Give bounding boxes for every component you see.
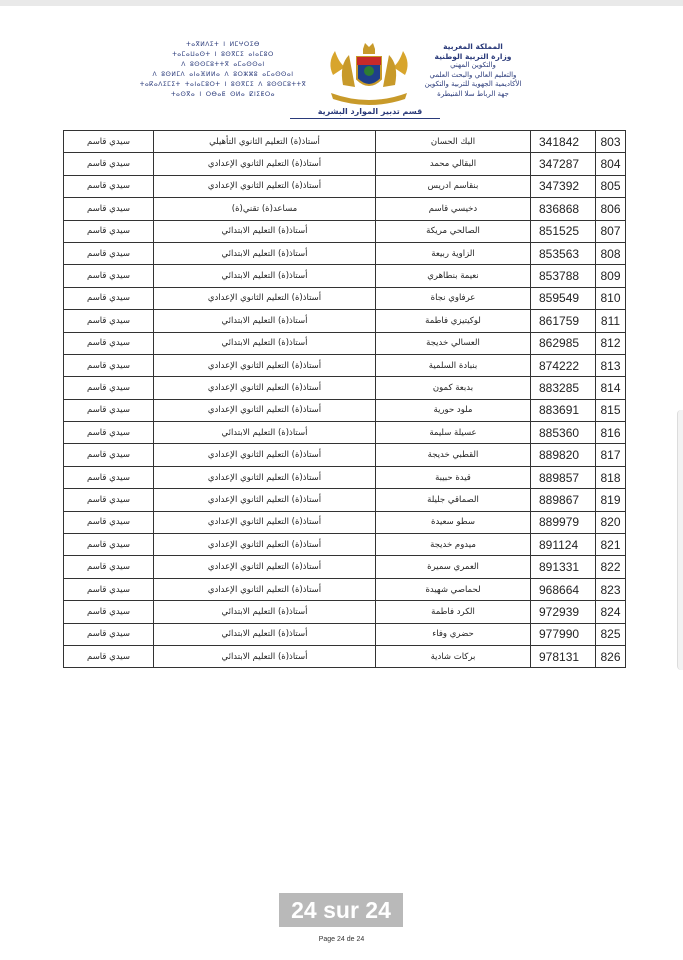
cell-city: سيدي قاسم — [64, 534, 154, 556]
cell-mat: 861759 — [531, 310, 596, 332]
table-row — [64, 489, 626, 511]
tifinagh-line: ⵜⴰⴳⵍⴷⵉⵜ ⵏ ⵍⵎⵖⵔⵉⴱ — [186, 41, 260, 48]
cell-num: 821 — [596, 534, 626, 556]
cell-name: العمري سميرة — [376, 556, 531, 578]
table-row — [64, 601, 626, 623]
table-row — [64, 354, 626, 376]
cell-city: سيدي قاسم — [64, 578, 154, 600]
cell-name: بركات شادية — [376, 645, 531, 667]
cell-city: سيدي قاسم — [64, 354, 154, 376]
cell-city: سيدي قاسم — [64, 242, 154, 264]
cell-city: سيدي قاسم — [64, 623, 154, 645]
page-count-badge: 24 sur 24 — [279, 893, 403, 927]
staff-table-body — [64, 131, 626, 668]
table-row — [64, 511, 626, 533]
cell-num: 811 — [596, 310, 626, 332]
table-row — [64, 377, 626, 399]
cell-num: 813 — [596, 354, 626, 376]
cell-num: 826 — [596, 645, 626, 667]
cell-city: سيدي قاسم — [64, 422, 154, 444]
top-edge — [0, 0, 683, 6]
cell-mat: 972939 — [531, 601, 596, 623]
cell-name: ميدوم خديجة — [376, 534, 531, 556]
cell-num: 812 — [596, 332, 626, 354]
cell-mat: 853563 — [531, 242, 596, 264]
cell-mat: 883691 — [531, 399, 596, 421]
tifinagh-heading — [98, 40, 348, 100]
arabic-line: والتكوين المهني — [450, 61, 496, 69]
cell-name: عسيلة سليمة — [376, 422, 531, 444]
cell-grade: أستاذ(ة) التعليم الابتدائي — [154, 623, 376, 645]
cell-name: بدبعة كمون — [376, 377, 531, 399]
table-row — [64, 153, 626, 175]
cell-grade: أستاذ(ة) التعليم الثانوي التأهيلي — [154, 131, 376, 153]
cell-num: 823 — [596, 578, 626, 600]
cell-num: 815 — [596, 399, 626, 421]
cell-city: سيدي قاسم — [64, 198, 154, 220]
cell-city: سيدي قاسم — [64, 399, 154, 421]
cell-city: سيدي قاسم — [64, 175, 154, 197]
table-row — [64, 332, 626, 354]
cell-mat: 859549 — [531, 287, 596, 309]
table-row — [64, 287, 626, 309]
cell-mat: 889867 — [531, 489, 596, 511]
cell-grade: أستاذ(ة) التعليم الثانوي الإعدادي — [154, 399, 376, 421]
tifinagh-line: ⵜⴰⵙⴳⴰ ⵏ ⵔⴱⴰⵟ ⵙⵍⴰ ⵇⵏⵉⵟⵔⴰ — [170, 91, 276, 98]
cell-mat: 889979 — [531, 511, 596, 533]
arabic-heading — [373, 42, 573, 99]
cell-num: 824 — [596, 601, 626, 623]
tifinagh-line: ⴷ ⵓⵙⵙⵎⵓⵜⵜⴳ ⴰⵎⴰⵙⵙⴰⵏ — [181, 61, 265, 68]
cell-city: سيدي قاسم — [64, 131, 154, 153]
department-title: قسم تدبير الموارد البشرية — [317, 107, 423, 116]
cell-name: عرفاوي نجاة — [376, 287, 531, 309]
staff-table — [63, 130, 626, 668]
cell-num: 810 — [596, 287, 626, 309]
cell-city: سيدي قاسم — [64, 287, 154, 309]
cell-grade: أستاذ(ة) التعليم الابتدائي — [154, 265, 376, 287]
table-row — [64, 466, 626, 488]
table-row — [64, 399, 626, 421]
cell-city: سيدي قاسم — [64, 377, 154, 399]
cell-mat: 891124 — [531, 534, 596, 556]
cell-name: بنقاسم ادريس — [376, 175, 531, 197]
cell-mat: 885360 — [531, 422, 596, 444]
cell-num: 809 — [596, 265, 626, 287]
cell-mat: 862985 — [531, 332, 596, 354]
cell-name: الكرد فاطمة — [376, 601, 531, 623]
cell-name: لحماصي شهيدة — [376, 578, 531, 600]
cell-num: 822 — [596, 556, 626, 578]
cell-name: الزاوية ربيعة — [376, 242, 531, 264]
cell-num: 807 — [596, 220, 626, 242]
cell-name: سطو سعيدة — [376, 511, 531, 533]
page-curl — [677, 410, 683, 670]
arabic-line: جهة الرباط سلا القنيطرة — [437, 89, 509, 98]
table-row — [64, 422, 626, 444]
cell-mat: 889857 — [531, 466, 596, 488]
cell-mat: 347287 — [531, 153, 596, 175]
cell-name: نعيمة بنطاهري — [376, 265, 531, 287]
cell-num: 825 — [596, 623, 626, 645]
cell-num: 816 — [596, 422, 626, 444]
cell-num: 820 — [596, 511, 626, 533]
table-row — [64, 242, 626, 264]
cell-name: القطبي خديجة — [376, 444, 531, 466]
cell-grade: أستاذ(ة) التعليم الابتدائي — [154, 601, 376, 623]
arabic-line: وزارة التربية الوطنية — [434, 51, 512, 61]
cell-grade: أستاذ(ة) التعليم الابتدائي — [154, 422, 376, 444]
cell-mat: 883285 — [531, 377, 596, 399]
cell-name: بنبادة السلمية — [376, 354, 531, 376]
cell-city: سيدي قاسم — [64, 265, 154, 287]
letterhead — [0, 30, 683, 125]
cell-city: سيدي قاسم — [64, 444, 154, 466]
cell-city: سيدي قاسم — [64, 489, 154, 511]
cell-mat: 978131 — [531, 645, 596, 667]
table-row — [64, 623, 626, 645]
cell-num: 818 — [596, 466, 626, 488]
cell-mat: 891331 — [531, 556, 596, 578]
cell-name: الصماقي جليلة — [376, 489, 531, 511]
cell-mat: 853788 — [531, 265, 596, 287]
cell-city: سيدي قاسم — [64, 511, 154, 533]
cell-city: سيدي قاسم — [64, 220, 154, 242]
cell-grade: أستاذ(ة) التعليم الثانوي الإعدادي — [154, 444, 376, 466]
cell-name: العسالي خديجة — [376, 332, 531, 354]
cell-city: سيدي قاسم — [64, 601, 154, 623]
cell-num: 814 — [596, 377, 626, 399]
cell-mat: 977990 — [531, 623, 596, 645]
table-row — [64, 198, 626, 220]
page-number: Page 24 de 24 — [318, 936, 365, 943]
cell-num: 806 — [596, 198, 626, 220]
cell-name: ملود حورية — [376, 399, 531, 421]
table-row — [64, 220, 626, 242]
cell-grade: أستاذ(ة) التعليم الثانوي الإعدادي — [154, 534, 376, 556]
table-row — [64, 556, 626, 578]
arabic-line: المملكة المغربية — [443, 42, 503, 51]
cell-mat: 851525 — [531, 220, 596, 242]
cell-name: البك الحسان — [376, 131, 531, 153]
cell-city: سيدي قاسم — [64, 556, 154, 578]
cell-grade: أستاذ(ة) التعليم الثانوي الإعدادي — [154, 578, 376, 600]
cell-grade: أستاذ(ة) التعليم الثانوي الإعدادي — [154, 556, 376, 578]
cell-name: لوكيتيزي فاطمة — [376, 310, 531, 332]
cell-name: الصالحي مريكة — [376, 220, 531, 242]
cell-mat: 341842 — [531, 131, 596, 153]
table-row — [64, 534, 626, 556]
tifinagh-line: ⵜⴰⴽⴰⴷⵉⵎⵉⵜ ⵜⴰⵏⴰⵎⵓⵔⵜ ⵏ ⵓⵙⴳⵎⵉ ⴷ ⵓⵙⵙⵎⵓⵜⵜⴳ — [139, 81, 307, 88]
table-row — [64, 645, 626, 667]
tifinagh-line: ⵜⴰⵎⴰⵡⴰⵙⵜ ⵏ ⵓⵙⴳⵎⵉ ⴰⵏⴰⵎⵓⵔ — [172, 51, 274, 58]
cell-mat: 836868 — [531, 198, 596, 220]
cell-name: دخيسي قاسم — [376, 198, 531, 220]
cell-city: سيدي قاسم — [64, 466, 154, 488]
cell-city: سيدي قاسم — [64, 153, 154, 175]
table-row — [64, 175, 626, 197]
cell-mat: 968664 — [531, 578, 596, 600]
cell-grade: أستاذ(ة) التعليم الابتدائي — [154, 310, 376, 332]
cell-city: سيدي قاسم — [64, 310, 154, 332]
cell-grade: أستاذ(ة) التعليم الثانوي الإعدادي — [154, 287, 376, 309]
cell-mat: 874222 — [531, 354, 596, 376]
cell-city: سيدي قاسم — [64, 645, 154, 667]
cell-grade: أستاذ(ة) التعليم الابتدائي — [154, 645, 376, 667]
cell-num: 817 — [596, 444, 626, 466]
table-row — [64, 265, 626, 287]
table-row — [64, 131, 626, 153]
cell-grade: أستاذ(ة) التعليم الثانوي الإعدادي — [154, 511, 376, 533]
cell-num: 803 — [596, 131, 626, 153]
cell-grade: أستاذ(ة) التعليم الثانوي الإعدادي — [154, 354, 376, 376]
table-row — [64, 444, 626, 466]
cell-grade: أستاذ(ة) التعليم الثانوي الإعدادي — [154, 466, 376, 488]
cell-mat: 347392 — [531, 175, 596, 197]
table-row — [64, 310, 626, 332]
cell-num: 819 — [596, 489, 626, 511]
cell-num: 808 — [596, 242, 626, 264]
cell-grade: أستاذ(ة) التعليم الثانوي الإعدادي — [154, 489, 376, 511]
cell-name: البقالي محمد — [376, 153, 531, 175]
cell-num: 805 — [596, 175, 626, 197]
cell-mat: 889820 — [531, 444, 596, 466]
arabic-line: والتعليم العالي والبحث العلمي — [429, 70, 517, 79]
table-row — [64, 578, 626, 600]
cell-grade: أستاذ(ة) التعليم الابتدائي — [154, 332, 376, 354]
cell-name: قيدة حبيبة — [376, 466, 531, 488]
cell-num: 804 — [596, 153, 626, 175]
cell-grade: أستاذ(ة) التعليم الثانوي الإعدادي — [154, 175, 376, 197]
cell-grade: أستاذ(ة) التعليم الابتدائي — [154, 242, 376, 264]
department-underline — [290, 118, 440, 119]
cell-grade: أستاذ(ة) التعليم الثانوي الإعدادي — [154, 377, 376, 399]
cell-city: سيدي قاسم — [64, 332, 154, 354]
tifinagh-line: ⴷ ⵓⵙⵍⵎⴷ ⴰⵏⴰⴼⵍⵍⴰ ⴷ ⵓⵔⵣⵣⵓ ⴰⵎⴰⵙⵙⴰⵏ — [152, 71, 294, 78]
cell-grade: أستاذ(ة) التعليم الثانوي الإعدادي — [154, 153, 376, 175]
cell-name: حضري وفاء — [376, 623, 531, 645]
cell-grade: مساعد(ة) تقني(ة) — [154, 198, 376, 220]
cell-grade: أستاذ(ة) التعليم الابتدائي — [154, 220, 376, 242]
arabic-line: الأكاديمية الجهوية للتربية والتكوين — [424, 80, 522, 88]
